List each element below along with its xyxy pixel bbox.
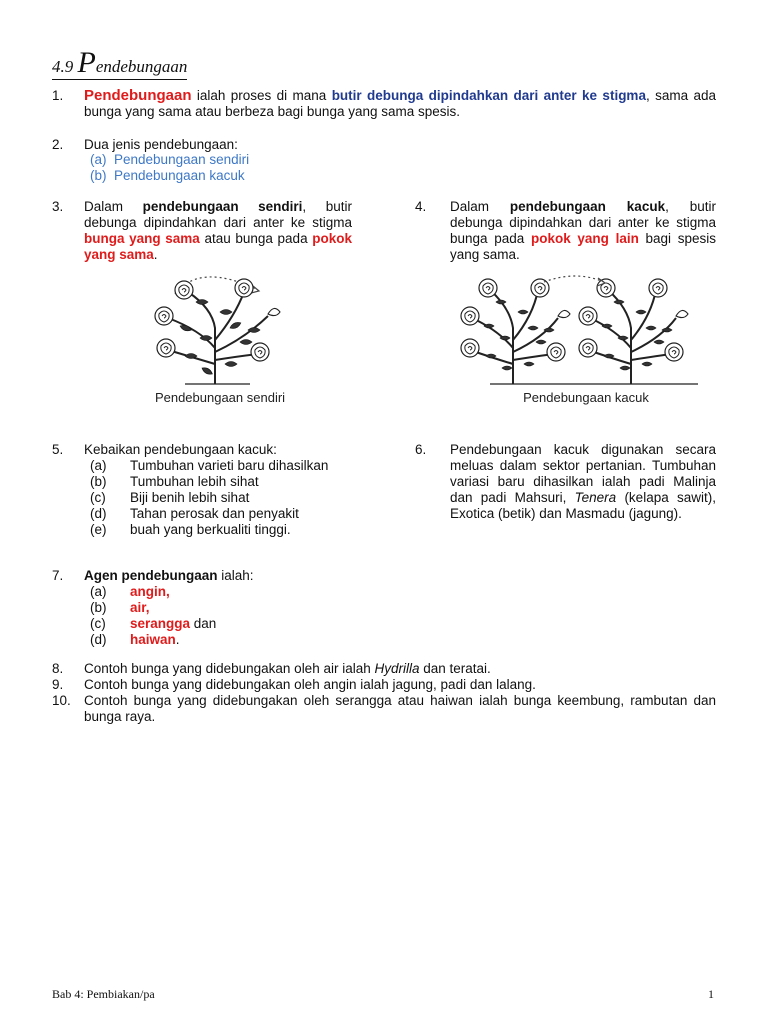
item-10-number: 10. — [52, 693, 71, 708]
item-4-bold: pendebungaan kacuk — [509, 199, 666, 214]
item-9-text: Contoh bunga yang didebungakan oleh angin ialah jagung, padi dan lalang. — [84, 677, 536, 692]
self-pollination-illustration — [140, 268, 310, 410]
item-1-part: , sama ada bunga yang sama atau berbeza bagi bunga yang sama spesis. — [84, 88, 716, 119]
item-6-part: Pendebungaan kacuk digunakan secara meluas dalam sektor pertanian. Tumbuhan variasi baru dihasilkan ialah padi Malinja dan padi Mahsuri, — [450, 442, 716, 505]
page-number: 1 — [708, 987, 714, 1001]
type-label: (b) — [90, 168, 107, 183]
plant-right — [579, 279, 688, 384]
item-8-part: dan teratai. — [419, 661, 491, 676]
item-4-part: bagi spesis yang sama. — [450, 231, 716, 262]
item-1-text — [84, 88, 716, 120]
item-6-italic: Tenera — [574, 490, 617, 505]
type-text: Pendebungaan sendiri — [114, 152, 250, 167]
agent-item — [90, 616, 374, 632]
item-3-bold: pendebungaan sendiri — [142, 199, 303, 214]
item-5-number: 5. — [52, 442, 64, 457]
type-label: (a) — [90, 152, 107, 167]
item-7-bold: Agen pendebungaan — [84, 568, 218, 583]
advantage-item — [90, 458, 374, 474]
list-label: (d) — [90, 506, 107, 521]
item-4-part: , butir debunga dipindahkan dari anter ke stigma bunga pada — [450, 199, 716, 246]
section-heading — [52, 46, 188, 80]
agent-entry — [130, 584, 170, 600]
item-3-number: 3. — [52, 199, 64, 214]
item-2-text: Dua jenis pendebungaan: — [84, 137, 238, 152]
item-6-number: 6. — [415, 442, 427, 457]
plant-left — [461, 279, 570, 384]
item-8-part: Contoh bunga yang didebungakan oleh air ialah — [84, 661, 375, 676]
item-4-red: pokok yang lain — [530, 231, 639, 246]
agent-name: air — [130, 600, 146, 615]
item-5-intro: Kebaikan pendebungaan kacuk: — [84, 442, 277, 457]
list-label: (c) — [90, 616, 106, 631]
item-6-text — [450, 442, 716, 522]
item-4-text — [450, 199, 716, 263]
agent-suffix: , — [166, 584, 170, 599]
agent-entry — [130, 632, 180, 648]
heading-initial: P — [77, 46, 96, 79]
item-3-text — [84, 199, 352, 263]
item-7-number: 7. — [52, 568, 64, 583]
item-3-red-1: bunga yang sama — [84, 231, 200, 246]
agent-name: haiwan — [130, 632, 176, 647]
self-pollination-caption: Pendebungaan sendiri — [154, 390, 286, 405]
agent-entry — [130, 600, 150, 616]
item-3-part: Dalam — [84, 199, 143, 214]
item-7-part: ialah: — [217, 568, 254, 583]
item-1-number: 1. — [52, 88, 64, 103]
agent-name: serangga — [130, 616, 191, 631]
list-label: (d) — [90, 632, 107, 647]
item-2-number: 2. — [52, 137, 64, 152]
item-8-text — [84, 661, 716, 677]
item-4-part: Dalam — [450, 199, 510, 214]
item-7-intro — [84, 568, 374, 584]
advantage-item — [90, 506, 374, 522]
list-text: Tahan perosak dan penyakit — [130, 506, 299, 521]
pollen-transfer-arrow — [544, 276, 604, 282]
pollination-type-a — [90, 152, 249, 168]
rose-flower — [175, 281, 193, 299]
agent-suffix: dan — [190, 616, 217, 631]
cross-pollination-caption: Pendebungaan kacuk — [523, 390, 649, 405]
agent-entry — [130, 616, 216, 632]
pollination-type-b — [90, 168, 245, 184]
item-6-part: (kelapa sawit), Exotica (betik) dan Masmadu (jagung). — [450, 490, 716, 521]
heading-rest: endebungaan — [95, 57, 188, 76]
footer-chapter: Bab 4: Pembiakan/pa — [52, 987, 155, 1001]
item-1-part: ialah proses di mana — [191, 88, 332, 103]
item-3-part: , butir debunga dipindahkan dari anter ke stigma — [84, 199, 352, 230]
list-text: buah yang berkualiti tinggi. — [130, 522, 291, 537]
item-7-block — [84, 568, 374, 648]
item-3-part: atau bunga pada — [199, 231, 313, 246]
list-label: (a) — [90, 584, 107, 599]
list-text: Biji benih lebih sihat — [130, 490, 250, 505]
item-3-part: . — [153, 247, 158, 262]
agent-name: angin — [130, 584, 166, 599]
list-text: Tumbuhan lebih sihat — [130, 474, 259, 489]
item-3-red-2: pokok yang sama — [84, 231, 352, 262]
item-5-block — [84, 442, 374, 538]
item-4-number: 4. — [415, 199, 427, 214]
cross-pollination-illustration — [458, 268, 722, 410]
list-text: Tumbuhan varieti baru dihasilkan — [130, 458, 329, 473]
agent-item — [90, 600, 374, 616]
advantage-item — [90, 522, 374, 538]
agent-suffix: . — [175, 632, 180, 647]
agent-item — [90, 632, 374, 648]
list-label: (b) — [90, 600, 107, 615]
advantage-item — [90, 474, 374, 490]
item-9-number: 9. — [52, 677, 64, 692]
list-label: (b) — [90, 474, 107, 489]
item-1-highlight: butir debunga dipindahkan dari anter ke stigma — [331, 88, 646, 103]
item-8-number: 8. — [52, 661, 64, 676]
list-label: (a) — [90, 458, 107, 473]
section-number: 4.9 — [52, 57, 74, 76]
agent-item — [90, 584, 374, 600]
advantage-item — [90, 490, 374, 506]
type-text: Pendebungaan kacuk — [114, 168, 245, 183]
item-10-text: Contoh bunga yang didebungakan oleh serangga atau haiwan ialah bunga keembung, rambutan dan bunga raya. — [84, 693, 716, 724]
list-label: (e) — [90, 522, 107, 537]
list-label: (c) — [90, 490, 106, 505]
agent-suffix: , — [145, 600, 150, 615]
item-1-term: Pendebungaan — [84, 87, 192, 104]
item-8-italic: Hydrilla — [374, 661, 420, 676]
